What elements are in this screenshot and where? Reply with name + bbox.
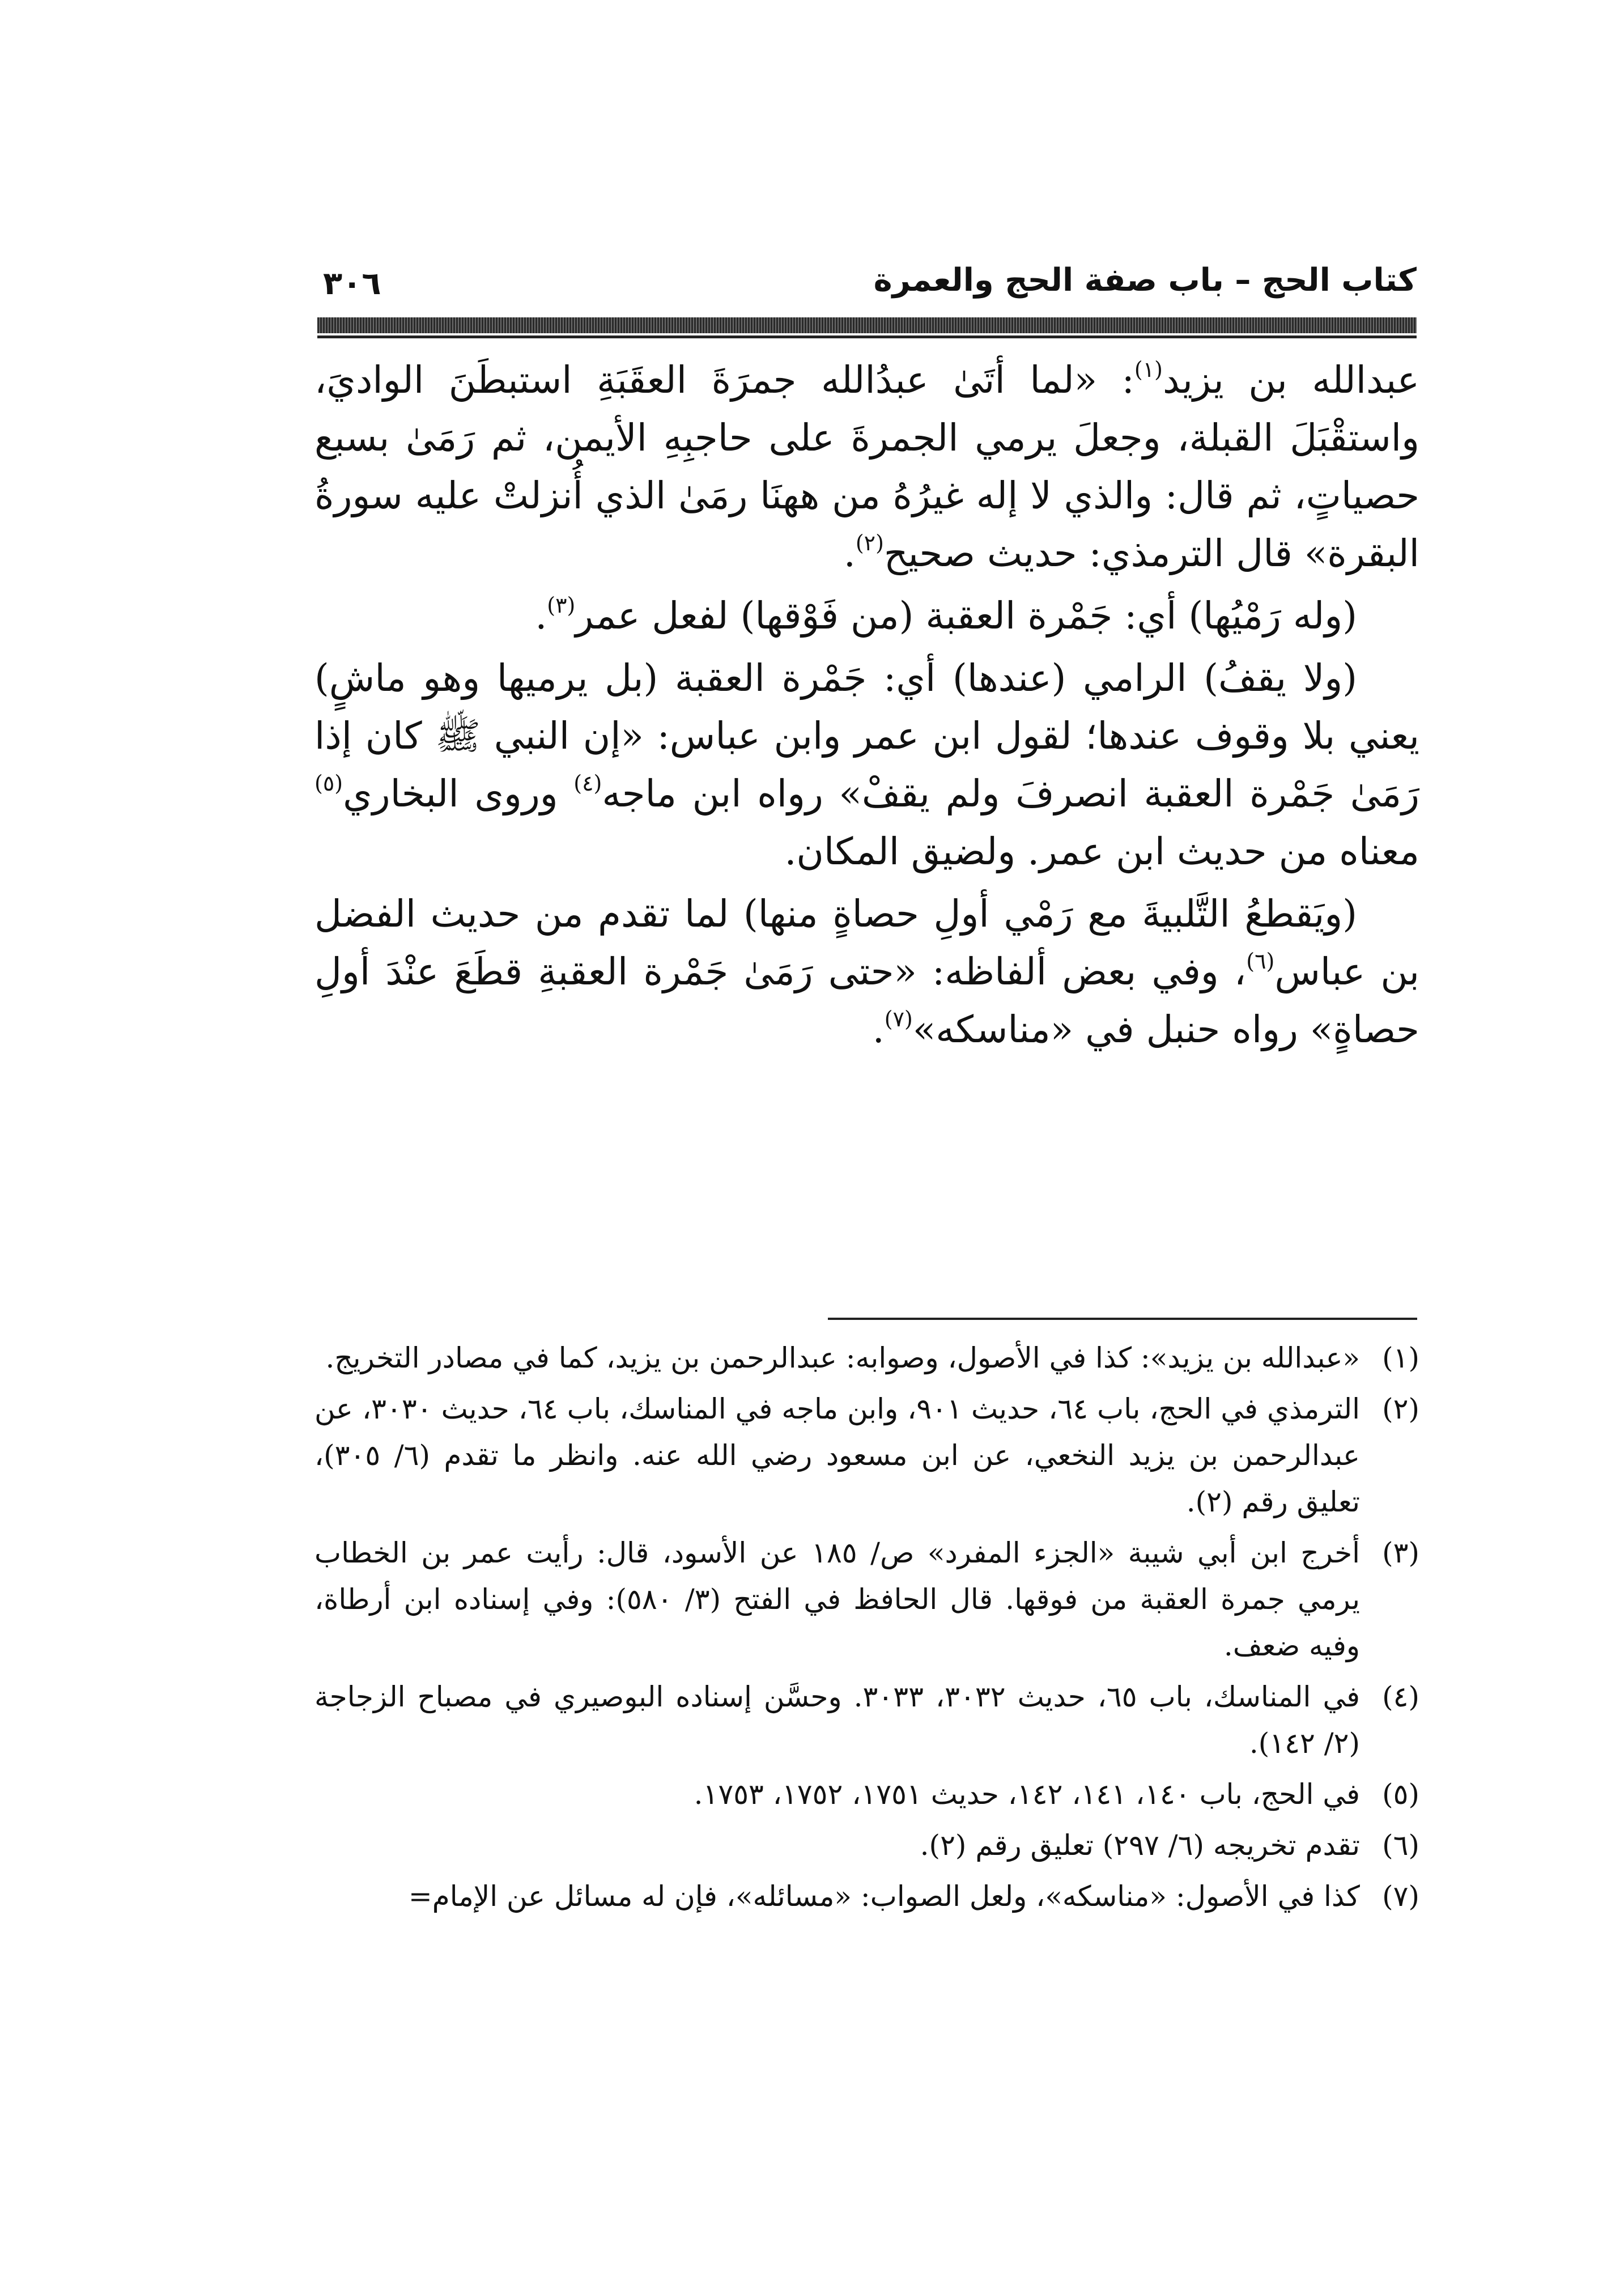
footnote-separator: [828, 1318, 1417, 1320]
footnote-text: الترمذي في الحج، باب ٦٤، حديث ٩٠١، وابن ماجه في المناسك، باب ٦٤، حديث ٣٠٣٠، عن عبدالرحمن بن يزيد النخعي، عن ابن مسعود رضي الله عنه. وانظر ما تقدم (٦/ ٣٠٥)، تعليق رقم (٢).: [314, 1392, 1360, 1518]
footnote-text: كذا في الأصول: «مناسكه»، ولعل الصواب: «مسائله»، فإن له مسائل عن الإمام=: [408, 1880, 1360, 1913]
paragraph-3: [314, 649, 1419, 881]
footnote-ref: (٤): [573, 771, 602, 796]
paragraph-text: (وله رَمْيُها) أي: جَمْرة العقبة (من فَوْقها) لفعل عمر: [575, 594, 1357, 638]
running-title: كتاب الحج – باب صفة الحج والعمرة: [873, 262, 1417, 299]
footnote-number: (١): [1382, 1341, 1419, 1374]
paragraph-1: [314, 351, 1419, 583]
footnote-ref: (١): [1134, 357, 1163, 382]
paragraph-text: (ويَقطعُ التَّلبيةَ مع رَمْي أولِ حصاةٍ منها) لما تقدم من حديث الفضل بن عباس: [314, 892, 1420, 993]
paragraph-text: .: [535, 594, 547, 638]
footnote-number: (٤): [1382, 1680, 1419, 1713]
running-header: [317, 258, 1417, 306]
footnote-number: (٣): [1382, 1536, 1419, 1569]
footnote-text: في الحج، باب ١٤٠، ١٤١، ١٤٢، حديث ١٧٥١، ١٧٥٢، ١٧٥٣.: [694, 1778, 1360, 1811]
footnote-ref: (٥): [314, 771, 343, 796]
footnote: [314, 1530, 1419, 1669]
footnote-number: (٥): [1382, 1778, 1419, 1811]
footnote-number: (٢): [1382, 1392, 1419, 1425]
footnote-text: «عبدالله بن يزيد»: كذا في الأصول، وصوابه: عبدالرحمن بن يزيد، كما في مصادر التخريج.: [325, 1341, 1360, 1374]
footnote-text: أخرج ابن أبي شيبة «الجزء المفرد» ص/ ١٨٥ عن الأسود، قال: رأيت عمر بن الخطاب يرمي جمرة العقبة من فوقها. قال الحافظ في الفتح (٣/ ٥٨٠): وفي إسناده ابن أرطاة، وفيه ضعف.: [314, 1536, 1360, 1662]
footnote-ref: (٧): [884, 1007, 913, 1031]
footnote-text: تقدم تخريجه (٦/ ٢٩٧) تعليق رقم (٢).: [920, 1829, 1360, 1862]
paragraph-text: .: [843, 532, 856, 575]
paragraph-text: وروى البخاري: [343, 772, 574, 816]
footnote: [314, 1335, 1419, 1381]
paragraph-text: .: [872, 1008, 885, 1051]
paragraph-text: (ولا يقفُ) الرامي (عندها) أي: جَمْرة العقبة (بل يرميها وهو ماشٍ) يعني بلا وقوف عندها؛ لقول ابن عمر وابن عباس: «إن النبي ﷺ كان إذا رَمَىٰ جَمْرة العقبة انصرفَ ولم يقفْ» رواه ابن ماجه: [314, 656, 1419, 816]
header-rule-thin: [317, 336, 1417, 338]
footnote-ref: (٢): [855, 530, 884, 555]
page-number: ٣٠٦: [323, 265, 381, 302]
header-rule: [317, 317, 1417, 333]
footnote-ref: (٣): [547, 593, 576, 618]
paragraph-text: عبدالله بن يزيد: [1162, 358, 1419, 402]
paragraph-4: [314, 885, 1419, 1059]
footnote: [314, 1822, 1419, 1869]
footnotes: [314, 1335, 1419, 1924]
footnote: [314, 1873, 1419, 1920]
footnote-ref: (٦): [1246, 949, 1275, 974]
main-text: [314, 351, 1419, 1063]
footnote: [314, 1674, 1419, 1767]
footnote: [314, 1771, 1419, 1818]
paragraph-text: معناه من حديث ابن عمر. ولضيق المكان.: [784, 830, 1419, 873]
footnote-number: (٦): [1382, 1829, 1419, 1862]
footnote: [314, 1386, 1419, 1525]
footnote-number: (٧): [1382, 1880, 1419, 1913]
paragraph-2: [314, 587, 1419, 645]
paragraph-text: ، وفي بعض ألفاظه: «حتى رَمَىٰ جَمْرة العقبةِ قطَعَ عنْدَ أولِ حصاةٍ» رواه حنبل في «مناسكه»: [314, 950, 1419, 1051]
footnote-text: في المناسك، باب ٦٥، حديث ٣٠٣٢، ٣٠٣٣. وحسَّن إسناده البوصيري في مصباح الزجاجة (٢/ ١٤٢).: [314, 1680, 1361, 1760]
paragraph-text: : «لما أتَىٰ عبدُالله جمرَةَ العقَبَةِ استبطَنَ الواديَ، واستقْبَلَ القبلة، وجعلَ يرمي الجمرةَ على حاجبِهِ الأيمن، ثم رَمَىٰ بسبع حصياتٍ، ثم قال: والذي لا إله غيرُهُ من ههنَا رمَىٰ الذي أُنزلتْ عليه سورةُ البقرة» قال الترمذي: حديث صحيح: [314, 358, 1419, 575]
